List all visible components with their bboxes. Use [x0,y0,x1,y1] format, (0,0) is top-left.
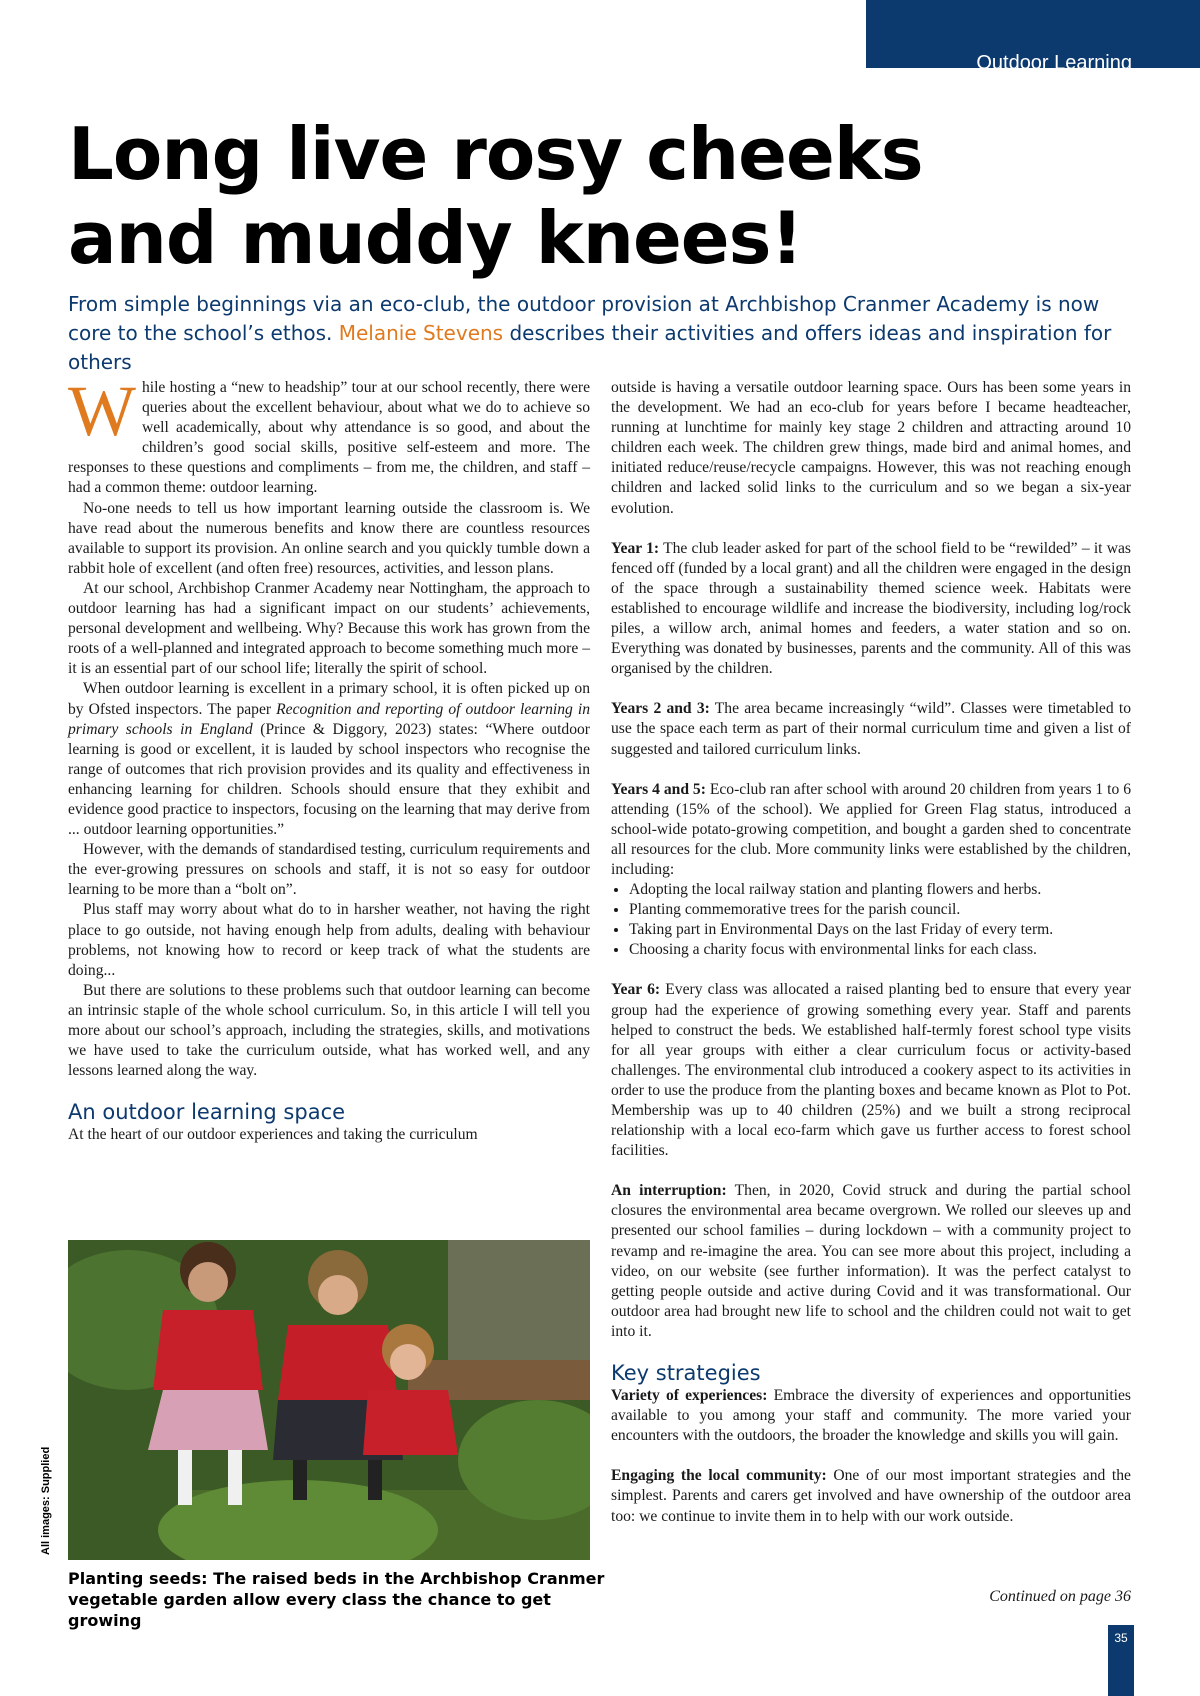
photo-credit: All images: Supplied [40,1446,52,1555]
standfirst [68,290,1148,377]
cited-paper-title: Recognition and reporting of outdoor learning in primary schools in England [68,700,591,738]
paragraph-interruption: An interruption: Then, in 2020, Covid struck and during the partial school closures the environmental area became overgrown. We rolled our sleeves up and presented our school families – during lockdown – with a community project to revamp and re-imagine the area. You can see more about this project, including a video, on our website (see further information). It was the perfect catalyst to getting people outside and active during Covid and it was transformational. Our outdoor area had brought new life to school and the children could not wait to get into it. [611,1182,1132,1340]
subheading-outdoor-space: An outdoor learning space [68,1100,346,1125]
list-item: • Choosing a charity focus with environmental links for each class. [629,940,1131,960]
paragraph-intro: While hosting a “new to headship” tour at our school recently, there were queries about the excellent behaviour, about what we do to achieve so well academically, about why attendance is so good, and about the children’s good social skills, positive self-esteem and more. The responses to these questions and compliments – from me, the children, and staff – had a common theme: outdoor learning. [68,371,590,497]
paragraph: Plus staff may worry about what do to in harsher weather, not having the right place to go outside, not having enough help from adults, dealing with behaviour problems, not knowing how to record or keep track of what the students are doing... [68,901,590,979]
section-tab [866,0,1200,74]
list-item: • Planting commemorative trees for the parish council. [629,900,1131,920]
section-label: Outdoor Learning [976,52,1132,74]
subheading-key-strategies: Key strategies [611,1361,761,1386]
standfirst-tail: describes their activities and offers ideas and inspiration for others [68,321,1112,374]
body-column-right [611,378,1131,1527]
paragraph-variety: Variety of experiences: Embrace the diversity of experiences and opportunities available to you among your staff and community. The more varied your encounters with the outdoors, the broader the knowledge and skills you will gain. [611,1387,1131,1445]
paragraph-year-6: Year 6: Every class was allocated a raised planting bed to ensure that every year group had the experience of growing something every year. Staff and parents helped to construct the beds. We established half-termly forest school type visits for all year groups with either a clear curriculum focus or activity-based challenges. The environmental club introduced a cookery aspect to its activities in order to use the produce from the planting boxes and became known as Plot to Pot. Membership was up to 40 children (25%) and we built a strong reciprocal relationship with a local eco-farm which gave us further access to forest school facilities. [611,981,1131,1160]
paragraph-year-1: Year 1: The club leader asked for part of the school field to be “rewilded” – it was fenced off (funded by a local grant) and all the children were engaged in the design of the space through a sustainability themed science week. Habitats were established to encourage wildlife and increase the biodiversity, including log/rock piles, a willow arch, animal homes and feeders, a water station and so on. Everything was donated by businesses, parents and the community. All of this was organised by the children. [611,539,1131,678]
drop-cap: W [68,371,136,451]
body-column-left [68,371,591,1145]
paragraph-years-2-3: Years 2 and 3: The area became increasingly “wild”. Classes were timetabled to use the space each term as part of their normal curriculum time and given a list of suggested and tailored curriculum links. [611,700,1131,758]
garden-photo-illustration [68,1240,590,1560]
paragraph-community: Engaging the local community: One of our most important strategies and the simplest. Parents and carers get involved and have ownership of the outdoor area too: we continue to invite them in to help with our work outside. [611,1467,1131,1525]
paragraph: But there are solutions to these problems such that outdoor learning can become an intrinsic staple of the whole school curriculum. So, in this article I will tell you more about our school’s approach, including the strategies, skills, and motivations we have used to take the curriculum outside, what has worked well, and any lessons learned along the way. [68,981,590,1080]
community-links-list [611,880,1131,960]
paragraph: outside is having a versatile outdoor learning space. Ours has been some years in the development. We had an eco-club for years before I became headteacher, running at lunchtime for mainly key stage 2 children and attracting around 10 children each week. The children grew things, made bird and animal homes, and initiated reduce/reuse/recycle campaigns. However, this was not reaching enough children and lacked solid links to the curriculum and so we began a six-year evolution. [611,379,1131,517]
standfirst-lead: From simple beginnings via an eco-club, the outdoor provision at Archbishop Cranmer Academy is now core to the school’s ethos. [68,292,1100,345]
paragraph: At the heart of our outdoor experiences and taking the curriculum [68,1126,478,1144]
paragraph: At our school, Archbishop Cranmer Academy near Nottingham, the approach to outdoor learning has had a significant impact on our students’ achievements, personal development and wellbeing. Why? Because this work has grown from the roots of a well-planned and integrated approach to become something much more – it is an essential part of our school life; literally the spirit of school. [68,579,590,678]
page-number-tab [1108,1625,1134,1696]
list-item: • Taking part in Environmental Days on the last Friday of every term. [629,920,1131,940]
photo-caption: Planting seeds: The raised beds in the Archbishop Cranmer vegetable garden allow every class the chance to get growing [68,1569,605,1630]
author-name: Melanie Stevens [338,321,504,345]
paragraph: No-one needs to tell us how important learning outside the classroom is. We have read about the numerous benefits and know there are countless resources available to support its provision. An online search and you quickly tumble down a rabbit hole of excellent (and often free) resources, activities, and lesson plans. [68,499,590,577]
page-number: 35 [1114,1631,1128,1645]
list-item: • Adopting the local railway station and planting flowers and herbs. [629,880,1131,900]
continued-note: Continued on page 36 [989,1588,1131,1605]
garden-photo [68,1240,590,1560]
paragraph: However, with the demands of standardised testing, curriculum requirements and the ever-growing pressures on schools and staff, it is not so easy for outdoor learning to be more than a “bolt on”. [68,841,590,899]
paragraph: When outdoor learning is excellent in a primary school, it is often picked up on by Ofsted inspectors. The paper Recognition and reporting of outdoor learning in primary schools in England (Prince & Diggory, 2023) states: “Where outdoor learning is good or excellent, it is lauded by school inspectors who recognise the range of outcomes that rich provision provides and its quality and effectiveness in enhancing learning for children. Schools should ensure that they exhibit and evidence good practice to inspectors, focusing on the learning that may derive from ... outdoor learning opportunities.” [68,680,591,839]
paragraph-years-4-5: Years 4 and 5: Eco-club ran after school with around 20 children from years 1 to 6 attending (15% of the school). We applied for Green Flag status, introduced a school-wide potato-growing competition, and bought a garden shed to concentrate all resources for the club. More community links were established by the children, including: [611,780,1131,878]
headline: Long live rosy cheeks and muddy knees! [68,112,923,280]
